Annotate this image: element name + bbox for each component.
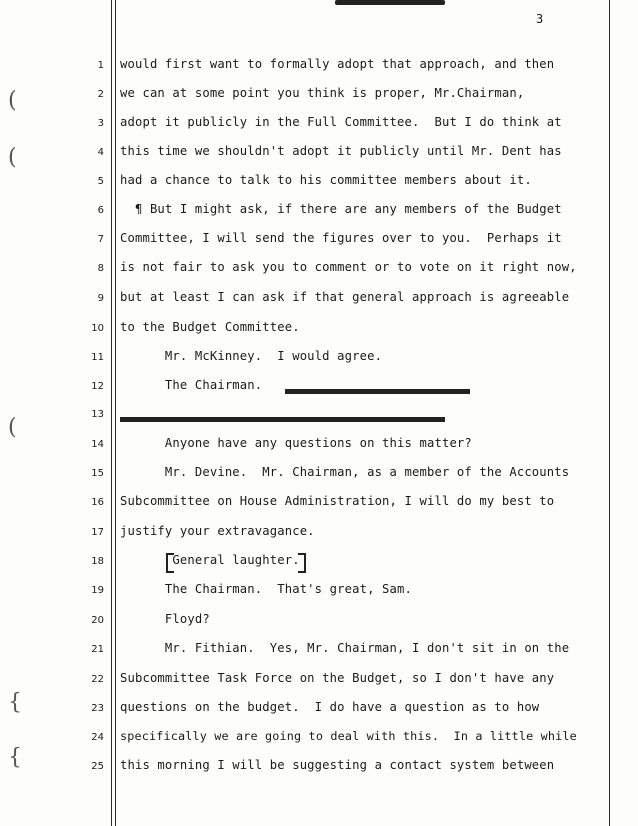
bracket-right (298, 553, 306, 573)
transcript-line: 12 The Chairman. (0, 378, 638, 396)
binding-mark: { (8, 745, 22, 770)
struck-text (120, 409, 445, 419)
transcript-line: 19 The Chairman. That's great, Sam. (91, 582, 413, 596)
transcript-line: 1 would first want to formally adopt that approach, and then (97, 57, 555, 71)
transcript-line: 25 this morning I will be suggesting a contact system between (91, 758, 555, 772)
binding-mark: ( (8, 415, 17, 440)
strikeout-scribble (120, 414, 445, 424)
strikeout-scribble (285, 386, 470, 396)
transcript-line: 2 we can at some point you think is proper, Mr.Chairman, (97, 86, 525, 100)
transcript-line: 5 had a chance to talk to his committee members about it. (97, 173, 532, 187)
transcript-line: 24 specifically we are going to deal with this. In a little while (91, 729, 577, 743)
transcript-line: 17 justify your extravagance. (91, 524, 315, 538)
transcript-line: 7 Committee, I will send the figures over to you. Perhaps it (97, 231, 562, 245)
transcript-line: 22 Subcommittee Task Force on the Budget, so I don't have any (91, 671, 555, 685)
transcript-line: 16 Subcommittee on House Administration, I will do my best to (91, 494, 555, 508)
transcript-line: 8 is not fair to ask you to comment or to vote on it right now, (97, 260, 577, 274)
transcript-line: 4 this time we shouldn't adopt it publicly until Mr. Dent has (97, 144, 562, 158)
transcript-line: 14 Anyone have any questions on this matter? (91, 436, 472, 450)
transcript-line: 18 General laughter. (0, 553, 638, 571)
transcript-line: 11 Mr. McKinney. I would agree. (91, 349, 383, 363)
transcript-line: 10 to the Budget Committee. (91, 320, 300, 334)
struck-text (285, 381, 470, 391)
page-number: 3 (536, 12, 544, 26)
binding-mark: ( (8, 145, 17, 170)
transcript-line: 13 (0, 406, 638, 424)
transcript-line: 15 Mr. Devine. Mr. Chairman, as a member of the Accounts (91, 465, 570, 479)
bracket-left (166, 553, 174, 573)
transcript-line: 20 Floyd? (91, 612, 210, 626)
transcript-line: 23 questions on the budget. I do have a question as to how (91, 700, 540, 714)
transcript-line: 9 but at least I can ask if that general approach is agreeable (97, 290, 570, 304)
top-ink-mark (335, 0, 445, 5)
binding-mark: { (8, 690, 22, 715)
transcript-line: 21 Mr. Fithian. Yes, Mr. Chairman, I don't sit in on the (91, 641, 570, 655)
binding-mark: ( (8, 88, 17, 113)
transcript-line: 3 adopt it publicly in the Full Committee. But I do think at (97, 115, 562, 129)
transcript-line: 6 ¶ But I might ask, if there are any members of the Budget (97, 202, 562, 216)
